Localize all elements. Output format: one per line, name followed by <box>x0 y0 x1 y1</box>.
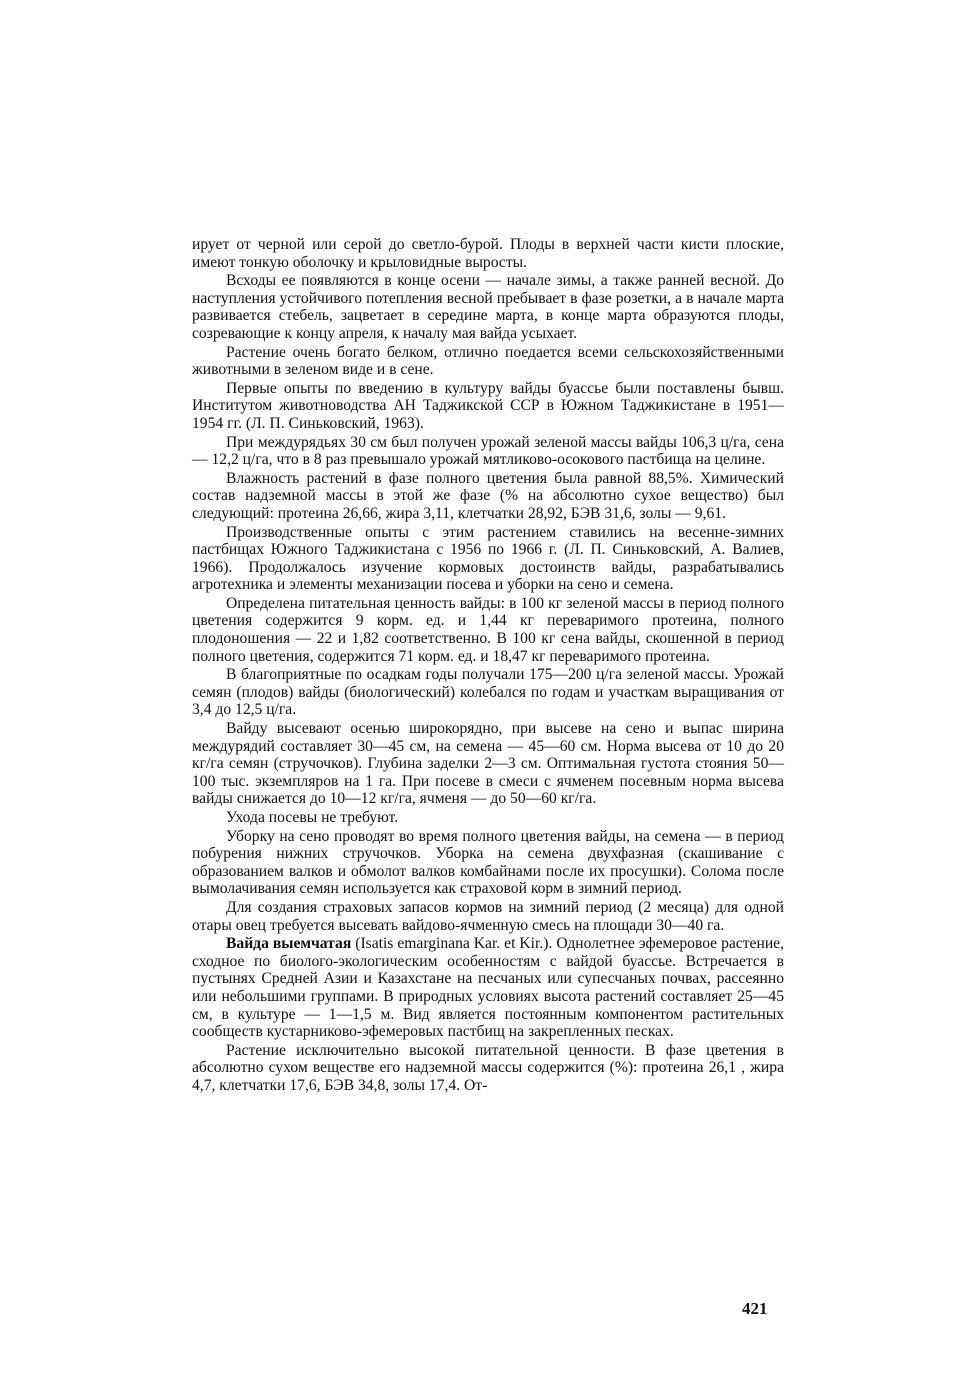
paragraph: Влажность растений в фазе полного цветения была равной 88,5%. Химический состав надземной массы в этой же фазе (% на абсолютно сухое вещество) был следующий: протеина 26,66, жира 3,11, клетчатки 28,92, БЭВ 31,6, золы — 9,61. <box>192 469 784 522</box>
paragraph: Определена питательная ценность вайды: в 100 кг зеленой массы в период полного цветения содержится 9 корм. ед. и 1,44 кг переваримого протеина, полного плодоношения — 22 и 1,82 соответственно. В 100 кг сена вайды, скошенной в период полного цветения, содержится 71 корм. ед. и 18,47 кг переваримого протеина. <box>192 594 784 665</box>
paragraph: Растение очень богато белком, отлично поедается всеми сельскохозяйственными животными в зеленом виде и в сене. <box>192 343 784 379</box>
paragraph: Вайду высевают осенью широкорядно, при высеве на сено и выпас ширина междурядий составляет 30—45 см, на семена — 45—60 см. Норма высева от 10 до 20 кг/га семян (стручочков). Глубина заделки 2—3 см. Оптимальная густота стояния 50—100 тыс. экземпляров на 1 га. При посеве в смеси с ячменем посевным норма высева вайды снижается до 10—12 кг/га, ячменя — до 50—60 кг/га. <box>192 720 784 808</box>
page-number: 421 <box>742 1299 768 1318</box>
paragraph: Для создания страховых запасов кормов на зимний период (2 месяца) для одной отары овец требуется высевать вайдово-ячменную смесь на площади 30—40 га. <box>192 898 784 934</box>
page-text <box>192 236 784 1096</box>
paragraph: Ухода посевы не требуют. <box>226 809 399 826</box>
species-description: (Isatis emarginana Kar. et Kir.). Однолетнее эфемеровое растение, сходное по биолого-экологическим особенностям с вайдой буассье. Встречается в пустынях Средней Азии и Казахстане на песчаных или супесчаных почвах, рассеянно или небольшими группами. В природных условиях высота растений составляет 25—45 см, в культуре — 1—1,5 м. Вид является постоянным компонентом растительных сообществ кустарниково-эфемеровых пастбищ на закрепленных песках. <box>192 935 784 1041</box>
species-paragraph <box>192 935 784 1041</box>
species-name: Вайда выемчатая <box>226 935 352 953</box>
paragraph: При междурядьях 30 см был получен урожай зеленой массы вайды 106,3 ц/га, сена — 12,2 ц/га, что в 8 раз превышало урожай мятликово-осокового пастбища на целине. <box>192 433 784 469</box>
paragraph: Первые опыты по введению в культуру вайды буассье были поставлены бывш. Институтом животноводства АН Таджикской ССР в Южном Таджикистане в 1951—1954 гг. (Л. П. Синьковский, 1963). <box>192 379 784 432</box>
paragraph: Уборку на сено проводят во время полного цветения вайды, на семена — в период побурения нижних стручочков. Уборка на семена двухфазная (скашивание с образованием валков и обмолот валков комбайнами после их просушки). Солома после вымолачивания семян используется как страховой корм в зимний период. <box>192 827 784 898</box>
paragraph: В благоприятные по осадкам годы получали 175—200 ц/га зеленой массы. Урожай семян (плодов) вайды (биологический) колебался по годам и участкам выращивания от 3,4 до 12,5 ц/га. <box>192 666 784 719</box>
paragraph: ирует от черной или серой до светло-бурой. Плоды в верхней части кисти плоские, имеют тонкую оболочку и крыловидные выросты. <box>192 236 784 271</box>
paragraph: Производственные опыты с этим растением ставились на весенне-зимних пастбищах Южного Таджикистана с 1956 по 1966 г. (Л. П. Синьковский, А. Валиев, 1966). Продолжалось изучение кормовых достоинств вайды, разрабатывались агротехника и элементы механизации посева и уборки на сено и семена. <box>192 523 784 594</box>
paragraph: Растение исключительно высокой питательной ценности. В фазе цветения в абсолютно сухом веществе его надземной массы содержится (%): протеина 26,1 , жира 4,7, клетчатки 17,6, БЭВ 34,8, золы 17,4. От- <box>192 1041 784 1094</box>
paragraph: Всходы ее появляются в конце осени — начале зимы, а также ранней весной. До наступления устойчивого потепления весной пребывает в фазе розетки, а в начале марта развивается стебель, зацветает в середине марта, в конце марта образуются плоды, созревающие к концу апреля, к началу мая вайда усыхает. <box>192 272 784 342</box>
